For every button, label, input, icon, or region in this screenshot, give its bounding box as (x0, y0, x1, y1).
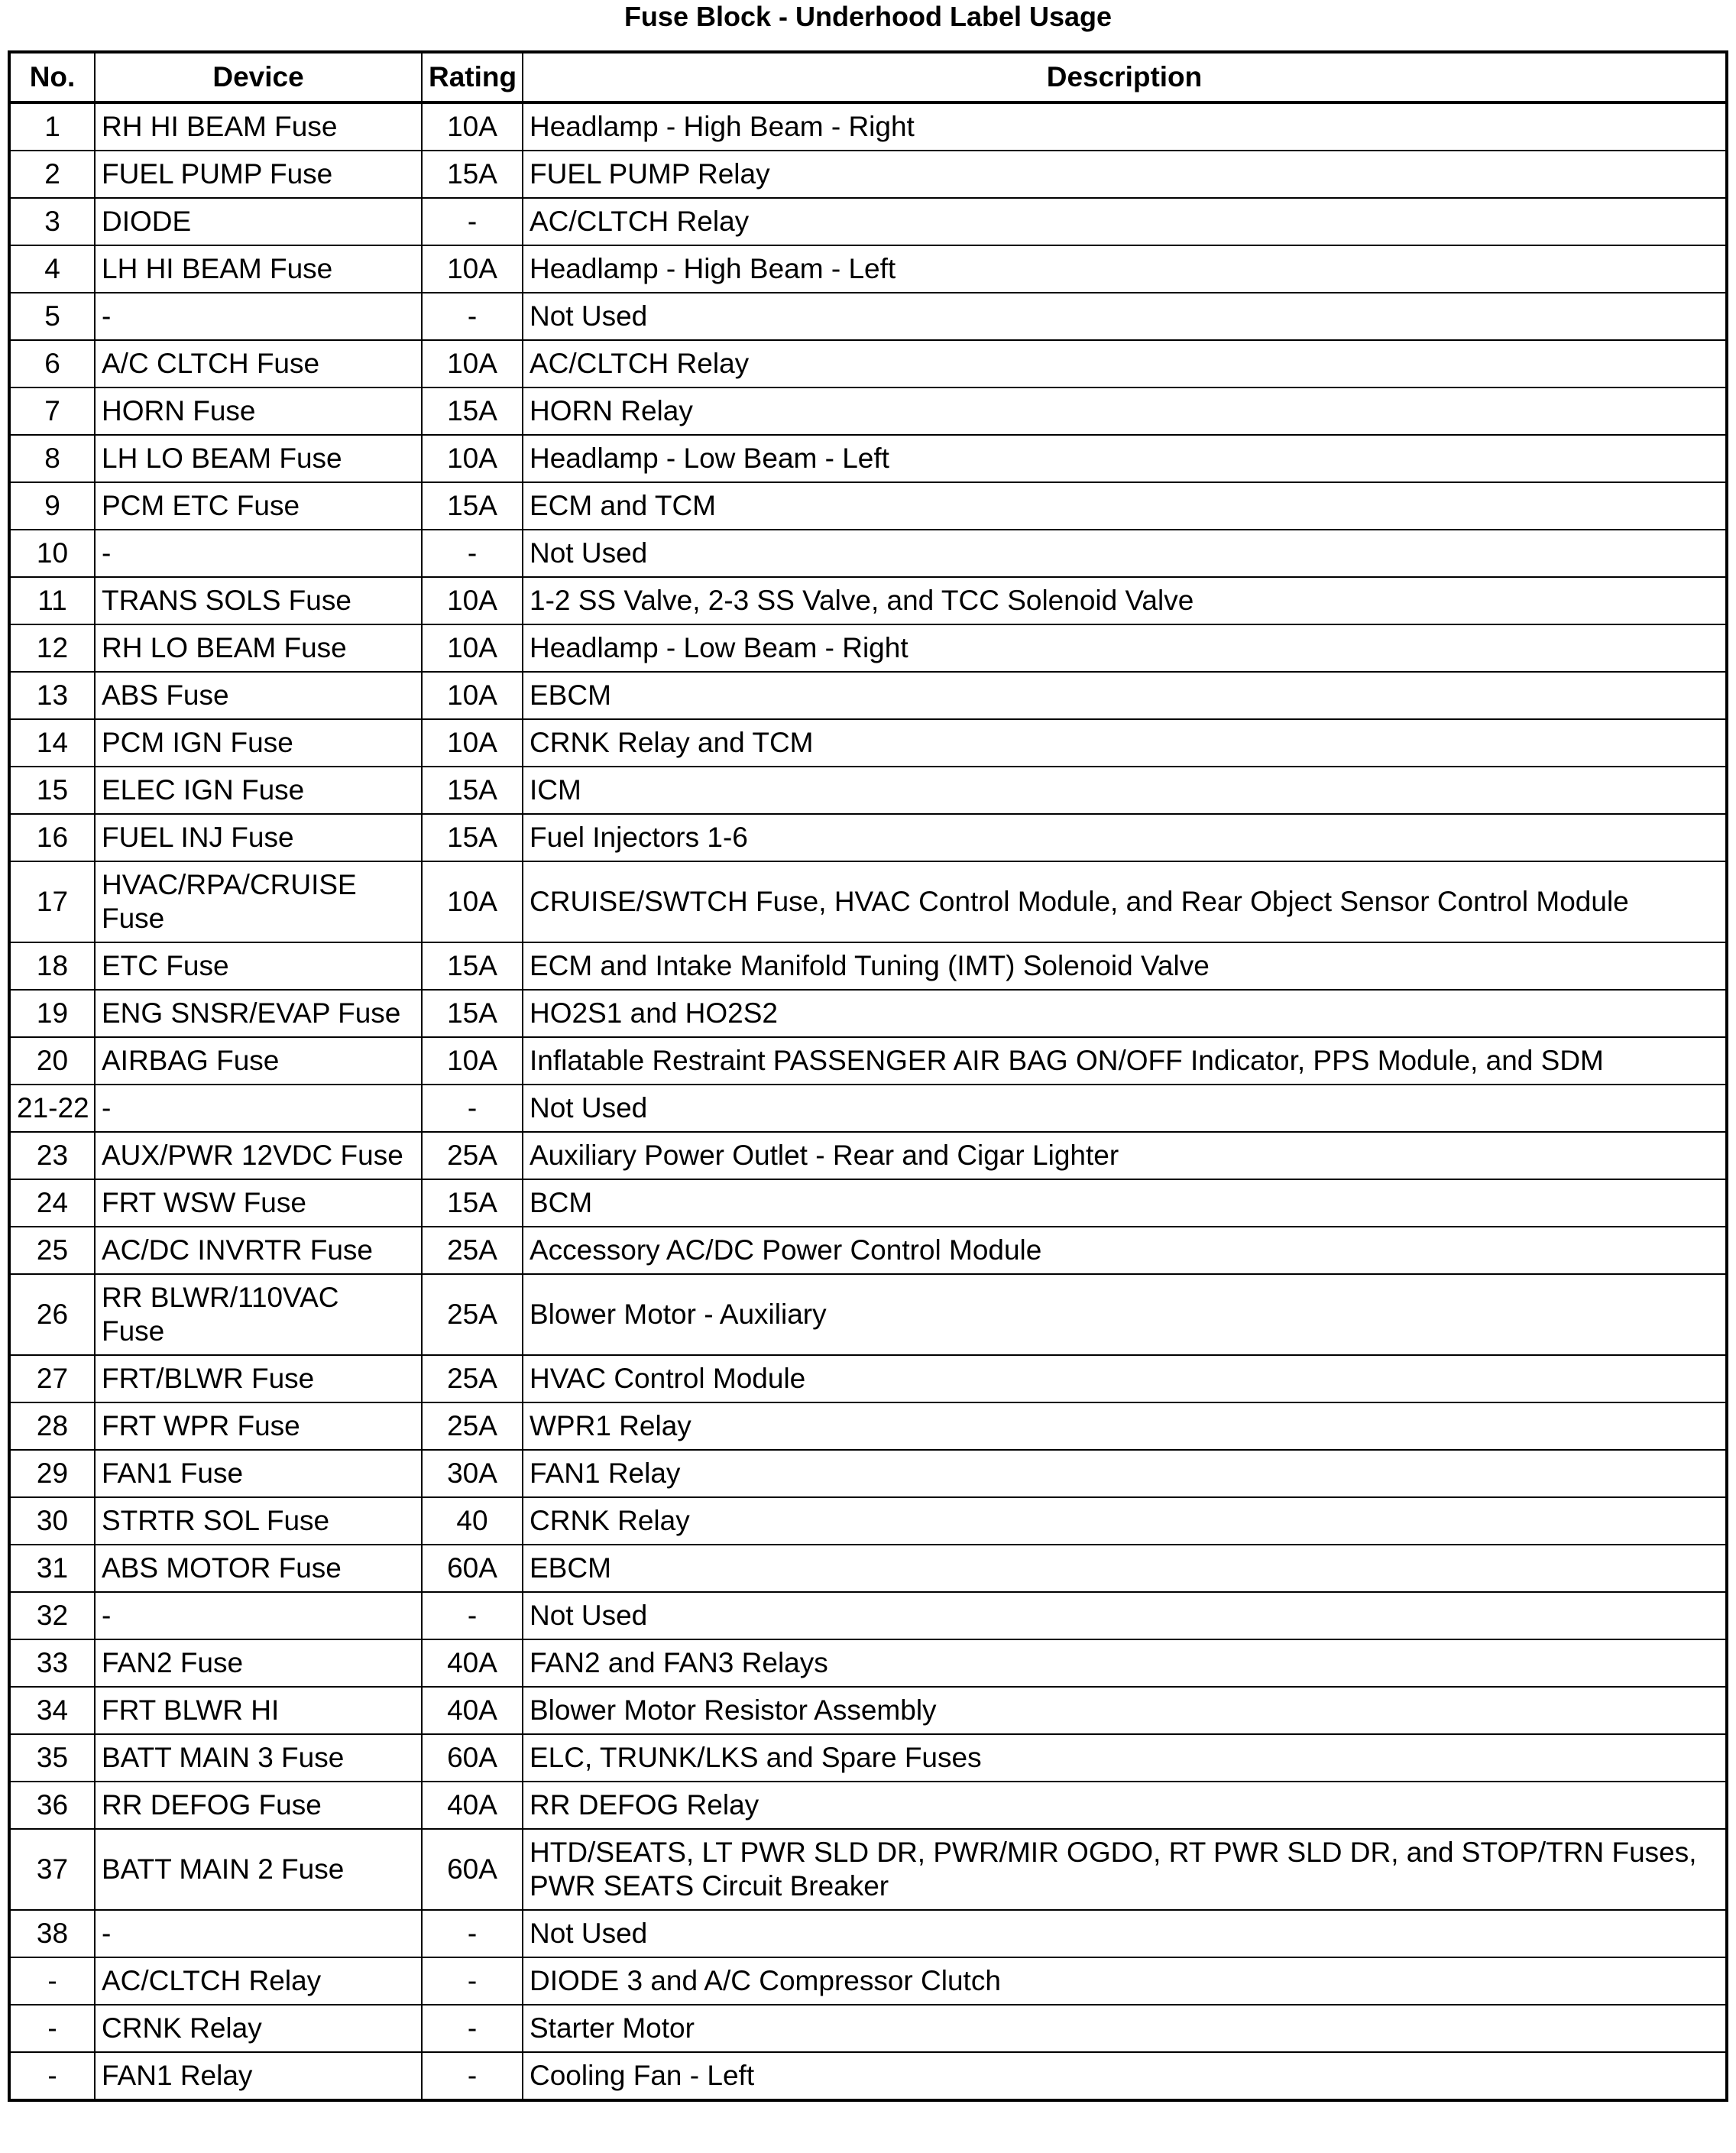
cell-rating: 40A (422, 1687, 523, 1734)
cell-no: 34 (9, 1687, 95, 1734)
cell-device: AIRBAG Fuse (95, 1037, 422, 1085)
cell-no: 18 (9, 942, 95, 990)
cell-no: 6 (9, 340, 95, 387)
cell-device: - (95, 1910, 422, 1957)
cell-no: 10 (9, 530, 95, 577)
cell-description: FUEL PUMP Relay (523, 151, 1727, 198)
table-row (9, 861, 1727, 942)
cell-description: CRUISE/SWTCH Fuse, HVAC Control Module, and Rear Object Sensor Control Module (523, 861, 1727, 942)
cell-no: 16 (9, 814, 95, 861)
table-row (9, 2052, 1727, 2100)
cell-device: - (95, 293, 422, 340)
cell-device: FUEL PUMP Fuse (95, 151, 422, 198)
cell-rating: 40 (422, 1497, 523, 1545)
cell-description: EBCM (523, 672, 1727, 719)
cell-device: RH LO BEAM Fuse (95, 624, 422, 672)
cell-rating: 40A (422, 1782, 523, 1829)
cell-rating: - (422, 1592, 523, 1639)
cell-rating: 30A (422, 1450, 523, 1497)
cell-device: BATT MAIN 3 Fuse (95, 1734, 422, 1782)
cell-device: PCM IGN Fuse (95, 719, 422, 767)
cell-description: ICM (523, 767, 1727, 814)
table-row (9, 1274, 1727, 1355)
cell-device: A/C CLTCH Fuse (95, 340, 422, 387)
cell-description: RR DEFOG Relay (523, 1782, 1727, 1829)
cell-rating: 40A (422, 1639, 523, 1687)
cell-device: RR DEFOG Fuse (95, 1782, 422, 1829)
table-row (9, 1355, 1727, 1402)
column-header-device: Device (95, 52, 422, 102)
table-row (9, 435, 1727, 482)
cell-description: AC/CLTCH Relay (523, 198, 1727, 245)
cell-no: 9 (9, 482, 95, 530)
cell-description: ECM and TCM (523, 482, 1727, 530)
cell-no: 12 (9, 624, 95, 672)
cell-rating: 15A (422, 990, 523, 1037)
cell-device: RR BLWR/110VAC Fuse (95, 1274, 422, 1355)
cell-rating: - (422, 2005, 523, 2052)
table-row (9, 1450, 1727, 1497)
cell-description: CRNK Relay and TCM (523, 719, 1727, 767)
table-row (9, 624, 1727, 672)
cell-rating: - (422, 1910, 523, 1957)
cell-rating: 10A (422, 1037, 523, 1085)
cell-no: 29 (9, 1450, 95, 1497)
cell-no: 26 (9, 1274, 95, 1355)
cell-no: 28 (9, 1402, 95, 1450)
table-body (9, 102, 1727, 2100)
cell-device: AC/DC INVRTR Fuse (95, 1227, 422, 1274)
cell-device: ELEC IGN Fuse (95, 767, 422, 814)
cell-device: TRANS SOLS Fuse (95, 577, 422, 624)
table-row (9, 1592, 1727, 1639)
table-row (9, 942, 1727, 990)
cell-device: FRT BLWR HI (95, 1687, 422, 1734)
cell-no: - (9, 2052, 95, 2100)
cell-description: Headlamp - High Beam - Left (523, 245, 1727, 293)
cell-device: FAN2 Fuse (95, 1639, 422, 1687)
table-row (9, 1179, 1727, 1227)
cell-description: FAN2 and FAN3 Relays (523, 1639, 1727, 1687)
cell-rating: 15A (422, 1179, 523, 1227)
table-row (9, 1639, 1727, 1687)
cell-description: Auxiliary Power Outlet - Rear and Cigar Lighter (523, 1132, 1727, 1179)
table-row (9, 340, 1727, 387)
table-row (9, 198, 1727, 245)
cell-rating: 15A (422, 814, 523, 861)
cell-rating: - (422, 293, 523, 340)
cell-device: STRTR SOL Fuse (95, 1497, 422, 1545)
table-row (9, 530, 1727, 577)
fuse-table (8, 50, 1728, 2102)
cell-no: 11 (9, 577, 95, 624)
cell-device: FRT WSW Fuse (95, 1179, 422, 1227)
cell-description: Headlamp - High Beam - Right (523, 102, 1727, 151)
cell-rating: 10A (422, 245, 523, 293)
table-row (9, 1227, 1727, 1274)
cell-no: 38 (9, 1910, 95, 1957)
table-row (9, 245, 1727, 293)
cell-no: 17 (9, 861, 95, 942)
cell-rating: 25A (422, 1402, 523, 1450)
cell-description: HO2S1 and HO2S2 (523, 990, 1727, 1037)
cell-device: - (95, 530, 422, 577)
cell-description: Not Used (523, 1592, 1727, 1639)
cell-device: CRNK Relay (95, 2005, 422, 2052)
cell-no: - (9, 1957, 95, 2005)
cell-rating: - (422, 1085, 523, 1132)
column-header-no: No. (9, 52, 95, 102)
cell-device: ETC Fuse (95, 942, 422, 990)
cell-description: Headlamp - Low Beam - Left (523, 435, 1727, 482)
cell-no: 37 (9, 1829, 95, 1910)
cell-rating: 15A (422, 767, 523, 814)
cell-device: LH HI BEAM Fuse (95, 245, 422, 293)
cell-device: FUEL INJ Fuse (95, 814, 422, 861)
cell-description: Not Used (523, 1085, 1727, 1132)
table-row (9, 814, 1727, 861)
cell-description: FAN1 Relay (523, 1450, 1727, 1497)
cell-description: WPR1 Relay (523, 1402, 1727, 1450)
table-row (9, 1037, 1727, 1085)
table-row (9, 2005, 1727, 2052)
page-title: Fuse Block - Underhood Label Usage (623, 1, 1113, 32)
cell-no: 2 (9, 151, 95, 198)
table-row (9, 482, 1727, 530)
cell-no: 33 (9, 1639, 95, 1687)
cell-rating: 15A (422, 942, 523, 990)
cell-no: 31 (9, 1545, 95, 1592)
table-row (9, 1687, 1727, 1734)
cell-no: 8 (9, 435, 95, 482)
cell-rating: 25A (422, 1274, 523, 1355)
cell-description: Not Used (523, 1910, 1727, 1957)
cell-description: Fuel Injectors 1-6 (523, 814, 1727, 861)
cell-no: 21-22 (9, 1085, 95, 1132)
cell-rating: 25A (422, 1355, 523, 1402)
cell-rating: 10A (422, 719, 523, 767)
cell-device: ENG SNSR/EVAP Fuse (95, 990, 422, 1037)
cell-rating: 10A (422, 340, 523, 387)
table-row (9, 767, 1727, 814)
cell-device: ABS MOTOR Fuse (95, 1545, 422, 1592)
cell-no: 20 (9, 1037, 95, 1085)
table-row (9, 1402, 1727, 1450)
table-row (9, 1545, 1727, 1592)
cell-no: 30 (9, 1497, 95, 1545)
table-row (9, 1734, 1727, 1782)
cell-device: - (95, 1085, 422, 1132)
cell-device: LH LO BEAM Fuse (95, 435, 422, 482)
table-row (9, 672, 1727, 719)
table-row (9, 1957, 1727, 2005)
cell-no: 5 (9, 293, 95, 340)
cell-no: - (9, 2005, 95, 2052)
cell-rating: 10A (422, 102, 523, 151)
cell-description: HVAC Control Module (523, 1355, 1727, 1402)
cell-device: RH HI BEAM Fuse (95, 102, 422, 151)
cell-rating: 10A (422, 861, 523, 942)
cell-no: 36 (9, 1782, 95, 1829)
cell-device: FAN1 Relay (95, 2052, 422, 2100)
table-row (9, 1497, 1727, 1545)
cell-description: Starter Motor (523, 2005, 1727, 2052)
table-row (9, 387, 1727, 435)
cell-description: Cooling Fan - Left (523, 2052, 1727, 2100)
cell-description: Blower Motor - Auxiliary (523, 1274, 1727, 1355)
cell-device: PCM ETC Fuse (95, 482, 422, 530)
cell-rating: 10A (422, 672, 523, 719)
cell-rating: - (422, 1957, 523, 2005)
table-row (9, 1829, 1727, 1910)
table-row (9, 102, 1727, 151)
cell-no: 35 (9, 1734, 95, 1782)
table-header-row (9, 52, 1727, 102)
cell-rating: - (422, 198, 523, 245)
cell-device: ABS Fuse (95, 672, 422, 719)
cell-description: Inflatable Restraint PASSENGER AIR BAG ON/OFF Indicator, PPS Module, and SDM (523, 1037, 1727, 1085)
cell-no: 32 (9, 1592, 95, 1639)
cell-no: 15 (9, 767, 95, 814)
cell-device: FRT WPR Fuse (95, 1402, 422, 1450)
cell-device: HORN Fuse (95, 387, 422, 435)
cell-description: 1-2 SS Valve, 2-3 SS Valve, and TCC Solenoid Valve (523, 577, 1727, 624)
cell-no: 25 (9, 1227, 95, 1274)
cell-rating: - (422, 530, 523, 577)
cell-rating: 10A (422, 624, 523, 672)
cell-no: 13 (9, 672, 95, 719)
cell-rating: - (422, 2052, 523, 2100)
table-row (9, 293, 1727, 340)
column-header-rating: Rating (422, 52, 523, 102)
table-row (9, 1132, 1727, 1179)
cell-no: 27 (9, 1355, 95, 1402)
cell-rating: 60A (422, 1829, 523, 1910)
cell-no: 24 (9, 1179, 95, 1227)
cell-description: ECM and Intake Manifold Tuning (IMT) Solenoid Valve (523, 942, 1727, 990)
cell-rating: 15A (422, 151, 523, 198)
cell-description: CRNK Relay (523, 1497, 1727, 1545)
cell-device: DIODE (95, 198, 422, 245)
cell-description: HTD/SEATS, LT PWR SLD DR, PWR/MIR OGDO, RT PWR SLD DR, and STOP/TRN Fuses, PWR SEATS Circuit Breaker (523, 1829, 1727, 1910)
table-row (9, 719, 1727, 767)
cell-device: HVAC/RPA/CRUISE Fuse (95, 861, 422, 942)
cell-device: AUX/PWR 12VDC Fuse (95, 1132, 422, 1179)
table-row (9, 1782, 1727, 1829)
cell-rating: 10A (422, 577, 523, 624)
cell-rating: 15A (422, 482, 523, 530)
cell-description: AC/CLTCH Relay (523, 340, 1727, 387)
cell-rating: 60A (422, 1545, 523, 1592)
table-row (9, 990, 1727, 1037)
cell-description: EBCM (523, 1545, 1727, 1592)
cell-description: Headlamp - Low Beam - Right (523, 624, 1727, 672)
table-row (9, 151, 1727, 198)
cell-description: HORN Relay (523, 387, 1727, 435)
cell-description: ELC, TRUNK/LKS and Spare Fuses (523, 1734, 1727, 1782)
cell-description: Blower Motor Resistor Assembly (523, 1687, 1727, 1734)
cell-no: 14 (9, 719, 95, 767)
cell-device: - (95, 1592, 422, 1639)
cell-description: Not Used (523, 293, 1727, 340)
cell-no: 1 (9, 102, 95, 151)
cell-no: 23 (9, 1132, 95, 1179)
cell-rating: 15A (422, 387, 523, 435)
cell-description: DIODE 3 and A/C Compressor Clutch (523, 1957, 1727, 2005)
cell-rating: 25A (422, 1227, 523, 1274)
cell-device: FRT/BLWR Fuse (95, 1355, 422, 1402)
column-header-description: Description (523, 52, 1727, 102)
cell-description: Accessory AC/DC Power Control Module (523, 1227, 1727, 1274)
cell-rating: 25A (422, 1132, 523, 1179)
table-row (9, 1085, 1727, 1132)
cell-no: 19 (9, 990, 95, 1037)
cell-description: Not Used (523, 530, 1727, 577)
table-row (9, 577, 1727, 624)
cell-no: 3 (9, 198, 95, 245)
cell-device: BATT MAIN 2 Fuse (95, 1829, 422, 1910)
cell-device: AC/CLTCH Relay (95, 1957, 422, 2005)
cell-no: 4 (9, 245, 95, 293)
cell-rating: 10A (422, 435, 523, 482)
cell-no: 7 (9, 387, 95, 435)
cell-rating: 60A (422, 1734, 523, 1782)
table-row (9, 1910, 1727, 1957)
cell-device: FAN1 Fuse (95, 1450, 422, 1497)
cell-description: BCM (523, 1179, 1727, 1227)
